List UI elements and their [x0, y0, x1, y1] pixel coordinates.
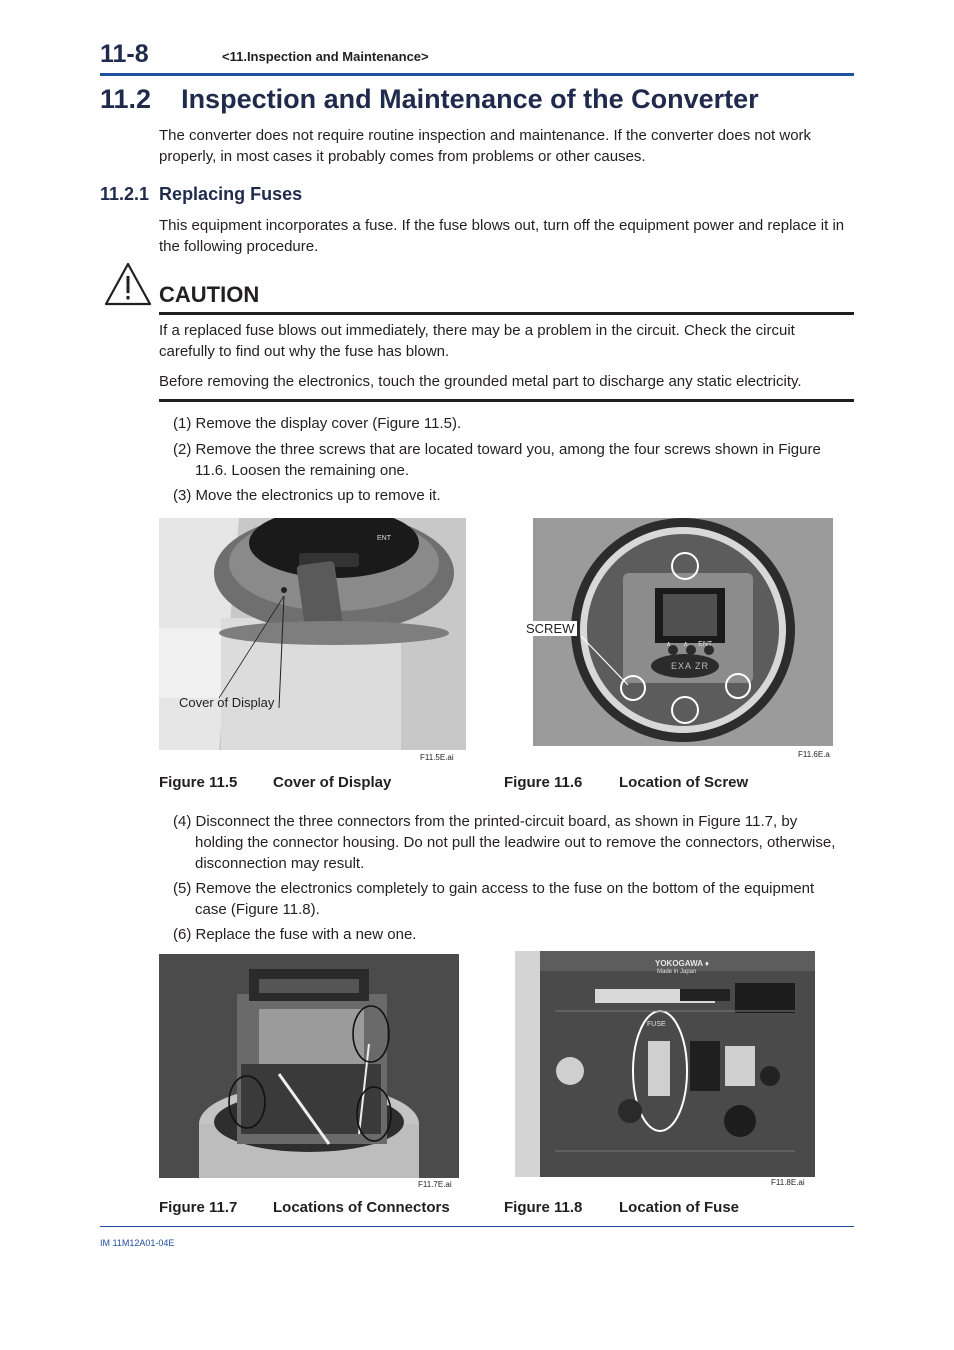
- page-number: 11-8: [100, 40, 149, 68]
- figure-11-6-caption: Location of Screw: [619, 774, 749, 791]
- step-6: (6) Replace the fuse with a new one.: [173, 926, 417, 943]
- key-up-1: ∧: [666, 641, 672, 648]
- caution-paragraph-1: If a replaced fuse blows out immediately, there may be a problem in the circuit. Check the circuit carefully to find out why the fuse has blown.: [159, 322, 795, 360]
- step-1: (1) Remove the display cover (Figure 11.5).: [173, 415, 462, 432]
- figure-11-8-caption: Location of Fuse: [619, 1199, 739, 1216]
- step-4-line-2: holding the connector housing. Do not pull the leadwire out to remove the connectors, otherwise,: [195, 834, 836, 851]
- figure-11-6-brand: EXA ZR: [671, 661, 710, 671]
- footer-rule: [100, 1226, 854, 1227]
- figure-11-8-brand: YOKOGAWA ♦: [655, 959, 710, 968]
- caution-paragraph-2: Before removing the electronics, touch the grounded metal part to discharge any static electricity.: [159, 373, 802, 390]
- figure-11-5-ref: F11.5E.ai: [420, 753, 454, 762]
- figure-11-7-ref: F11.7E.ai: [418, 1180, 452, 1189]
- caution-bottom-rule: [159, 399, 854, 402]
- figure-11-6-callout: SCREW: [523, 621, 577, 636]
- section-intro: The converter does not require routine inspection and maintenance. If the converter does not work properly, in most cases it probably comes from problems or other causes.: [159, 127, 812, 165]
- subsection-intro: This equipment incorporates a fuse. If the fuse blows out, turn off the equipment power and replace it in the following procedure.: [159, 217, 845, 255]
- figure-11-8-ref: F11.8E.ai: [771, 1178, 805, 1187]
- figure-11-5-callout: Cover of Display: [179, 695, 275, 710]
- step-5-line-1: (5) Remove the electronics completely to gain access to the fuse on the bottom of the equipment: [173, 880, 815, 897]
- step-2-line-1: (2) Remove the three screws that are located toward you, among the four screws shown in Figure: [173, 441, 821, 458]
- figure-11-6-keys: [666, 640, 712, 648]
- step-4-line-1: (4) Disconnect the three connectors from the printed-circuit board, as shown in Figure 11.7, by: [173, 813, 798, 830]
- step-2: [173, 439, 853, 481]
- figure-11-7-photo: [159, 954, 459, 1178]
- figure-11-8-fuse-label: FUSE: [647, 1021, 666, 1028]
- warning-triangle-icon: [104, 262, 152, 306]
- svg-text:ENT: ENT: [377, 535, 391, 542]
- key-ent: ENT: [698, 641, 713, 648]
- figure-11-8-photo: [515, 951, 815, 1177]
- step-3: (3) Move the electronics up to remove it.: [173, 487, 441, 504]
- figure-11-8-label: Figure 11.8: [504, 1199, 583, 1216]
- figure-11-8-made-in: Made in Japan: [657, 969, 697, 975]
- figure-11-5-caption: Cover of Display: [273, 774, 392, 791]
- caution-title: CAUTION: [159, 282, 260, 307]
- figure-11-5-photo: [159, 518, 466, 750]
- header-rule: [100, 73, 854, 76]
- step-4-line-3: disconnection may result.: [195, 855, 365, 872]
- caution-top-rule: [159, 312, 854, 315]
- subsection-title: 11.2.1 Replacing Fuses: [100, 184, 303, 204]
- figure-11-7-label: Figure 11.7: [159, 1199, 238, 1216]
- figure-11-5-label: Figure 11.5: [159, 774, 238, 791]
- step-2-line-2: 11.6. Loosen the remaining one.: [195, 462, 410, 479]
- chapter-header: <11.Inspection and Maintenance>: [222, 49, 429, 64]
- key-up-2: ∧: [683, 641, 689, 648]
- figure-11-6-label: Figure 11.6: [504, 774, 583, 791]
- figure-11-6-ref: F11.6E.a: [798, 750, 830, 759]
- figure-11-7-caption: Locations of Connectors: [273, 1199, 450, 1216]
- figure-11-6-photo: [533, 518, 833, 746]
- document-id: IM 11M12A01-04E: [100, 1238, 175, 1248]
- section-title: 11.2 Inspection and Maintenance of the Converter: [100, 84, 759, 114]
- step-5: [173, 878, 853, 920]
- step-5-line-2: case (Figure 11.8).: [195, 901, 320, 918]
- step-4: [173, 811, 853, 874]
